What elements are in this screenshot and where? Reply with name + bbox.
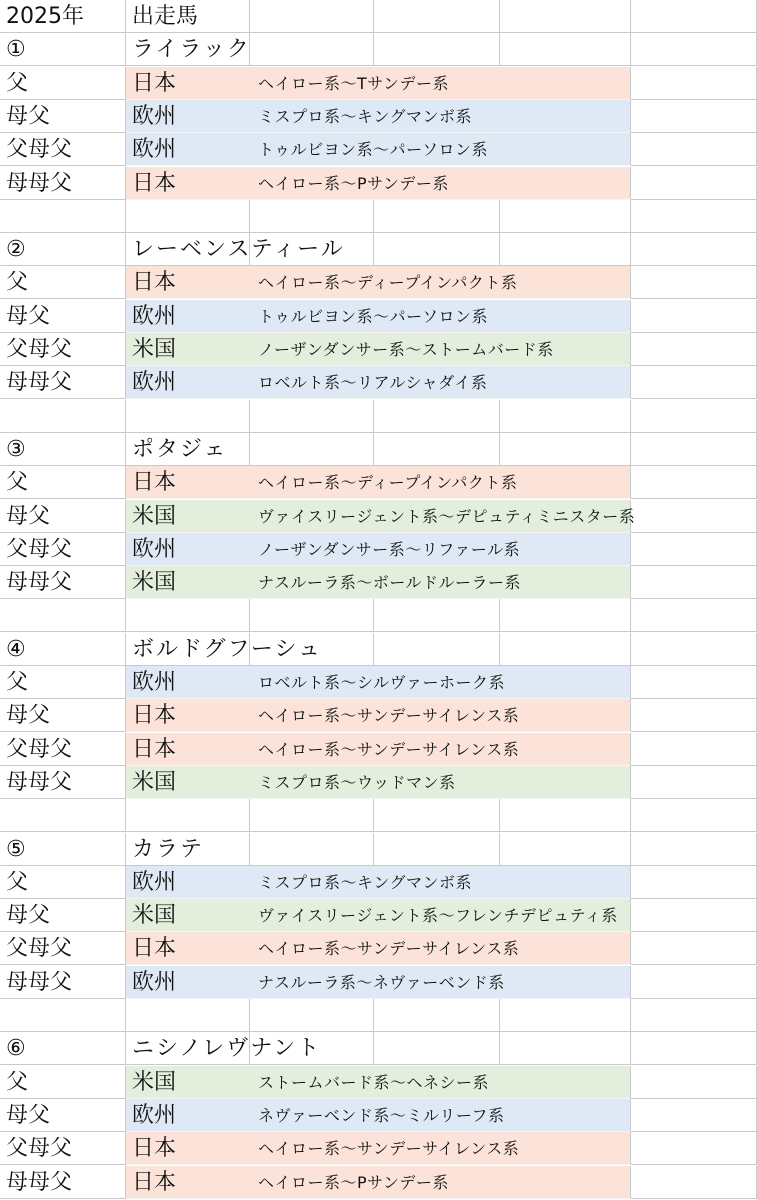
blank-row — [0, 400, 757, 433]
pedigree-row — [0, 1066, 757, 1099]
grid-cell[interactable] — [631, 233, 757, 266]
grid-cell[interactable] — [631, 899, 757, 932]
pedigree-row — [0, 100, 757, 133]
grid-cell[interactable] — [500, 266, 631, 299]
pedigree-row — [0, 333, 757, 366]
entry-number: ② — [6, 237, 26, 263]
pedigree-role: 母父 — [6, 103, 51, 129]
grid-cell[interactable] — [631, 0, 757, 33]
grid-cell[interactable] — [126, 999, 250, 1032]
region-label: 欧州 — [132, 103, 177, 129]
grid-cell[interactable] — [631, 666, 757, 699]
grid-cell[interactable] — [631, 599, 757, 632]
grid-cell[interactable] — [250, 0, 374, 33]
grid-cell[interactable] — [500, 633, 631, 666]
pedigree-role: 父母父 — [6, 936, 73, 962]
pedigree-role: 母父 — [6, 303, 51, 329]
bloodline-text: ノーザンダンサー系〜ストームバード系 — [258, 340, 554, 359]
pedigree-row — [0, 766, 757, 799]
grid-cell[interactable] — [374, 1032, 500, 1065]
grid-cell[interactable] — [126, 200, 250, 233]
bloodline-text: ネヴァーベンド系〜ミルリーフ系 — [258, 1105, 505, 1125]
bloodline-text: ヘイロー系〜ディープインパクト系 — [258, 473, 518, 493]
grid-cell[interactable] — [0, 400, 126, 433]
pedigree-row — [0, 1099, 757, 1132]
pedigree-role: 母父 — [6, 503, 51, 529]
grid-cell[interactable] — [126, 799, 250, 832]
region-label: 欧州 — [132, 1102, 177, 1128]
grid-cell[interactable] — [631, 1099, 757, 1132]
grid-cell[interactable] — [500, 932, 631, 965]
grid-cell[interactable] — [0, 599, 126, 632]
grid-cell[interactable] — [631, 466, 757, 499]
grid-cell[interactable] — [631, 932, 757, 965]
pedigree-role: 父 — [6, 470, 29, 496]
region-label: 欧州 — [132, 869, 177, 895]
bloodline-text: ヴァイスリージェント系〜デピュティミニスター系 — [258, 506, 636, 526]
horse-row — [0, 1032, 757, 1065]
grid-cell[interactable] — [374, 633, 500, 666]
grid-cell[interactable] — [500, 366, 631, 399]
bloodline-text: トゥルビヨン系〜パーソロン系 — [258, 306, 488, 326]
region-label: 欧州 — [132, 303, 177, 329]
horse-name: カラテ — [132, 836, 205, 862]
bloodline-text: ヘイロー系〜サンデーサイレンス系 — [258, 1139, 520, 1159]
bloodline-text: ミスプロ系〜ウッドマン系 — [258, 772, 456, 792]
grid-cell[interactable] — [631, 1066, 757, 1099]
region-label: 米国 — [132, 337, 177, 362]
region-label: 日本 — [132, 736, 177, 762]
bloodline-text: ヘイロー系〜サンデーサイレンス系 — [258, 706, 520, 726]
grid-cell[interactable] — [500, 1032, 631, 1065]
pedigree-row — [0, 167, 757, 200]
pedigree-role: 母母父 — [6, 969, 73, 995]
horse-name: レーベンスティール — [132, 237, 345, 263]
column-label: 出走馬 — [132, 4, 199, 29]
grid-cell[interactable] — [631, 1032, 757, 1065]
horse-row — [0, 633, 757, 666]
grid-cell[interactable] — [631, 100, 757, 133]
header-row — [0, 0, 757, 33]
grid-cell[interactable] — [126, 599, 250, 632]
grid-cell[interactable] — [631, 766, 757, 799]
grid-cell[interactable] — [631, 966, 757, 999]
grid-cell[interactable] — [500, 67, 631, 100]
pedigree-role: 父母父 — [6, 337, 73, 362]
grid-cell[interactable] — [500, 466, 631, 499]
grid-cell[interactable] — [631, 866, 757, 899]
pedigree-role: 父母父 — [6, 736, 73, 762]
grid-cell[interactable] — [500, 833, 631, 866]
grid-cell[interactable] — [500, 1132, 631, 1165]
grid-cell[interactable] — [500, 766, 631, 799]
grid-cell[interactable] — [631, 1132, 757, 1165]
horse-row — [0, 833, 757, 866]
grid-cell[interactable] — [374, 233, 500, 266]
grid-cell[interactable] — [374, 833, 500, 866]
grid-cell[interactable] — [374, 33, 500, 66]
bloodline-text: ストームバード系〜ヘネシー系 — [258, 1072, 490, 1092]
grid-cell[interactable] — [250, 33, 374, 66]
grid-cell[interactable] — [500, 1066, 631, 1099]
grid-cell[interactable] — [500, 33, 631, 66]
grid-cell[interactable] — [500, 733, 631, 766]
region-label: 日本 — [132, 1136, 177, 1162]
blank-row — [0, 599, 757, 632]
grid-cell[interactable] — [500, 666, 631, 699]
grid-cell[interactable] — [374, 599, 500, 632]
horse-name: ポタジェ — [132, 436, 228, 462]
pedigree-role: 母母父 — [6, 1169, 73, 1195]
grid-cell[interactable] — [500, 133, 631, 166]
grid-cell[interactable] — [631, 300, 757, 333]
bloodline-text: ヘイロー系〜サンデーサイレンス系 — [258, 939, 520, 959]
grid-cell[interactable] — [126, 400, 250, 433]
bloodline-text: トゥルビヨン系〜パーソロン系 — [258, 140, 488, 160]
grid-cell[interactable] — [631, 500, 757, 533]
region-label: 欧州 — [132, 670, 177, 695]
pedigree-role: 母父 — [6, 903, 51, 929]
grid-cell[interactable] — [500, 0, 631, 33]
bloodline-text: ヘイロー系〜ディープインパクト系 — [258, 273, 518, 293]
pedigree-row — [0, 699, 757, 732]
grid-cell[interactable] — [631, 400, 757, 433]
region-label: 欧州 — [132, 370, 177, 396]
pedigree-role: 父母父 — [6, 1136, 73, 1162]
grid-cell[interactable] — [0, 999, 126, 1032]
grid-cell[interactable] — [250, 200, 374, 233]
grid-cell[interactable] — [631, 333, 757, 366]
pedigree-row — [0, 266, 757, 299]
grid-cell[interactable] — [500, 100, 631, 133]
blank-row — [0, 200, 757, 233]
grid-cell[interactable] — [631, 833, 757, 866]
pedigree-role: 父 — [6, 869, 29, 895]
pedigree-row — [0, 67, 757, 100]
pedigree-role: 母母父 — [6, 370, 73, 396]
grid-cell[interactable] — [631, 67, 757, 100]
bloodline-text: ヘイロー系〜サンデーサイレンス系 — [258, 739, 520, 759]
grid-cell[interactable] — [500, 699, 631, 732]
pedigree-role: 母母父 — [6, 170, 73, 196]
pedigree-row — [0, 366, 757, 399]
grid-cell[interactable] — [250, 999, 374, 1032]
region-label: 米国 — [132, 570, 177, 596]
grid-cell[interactable] — [631, 266, 757, 299]
grid-cell[interactable] — [631, 633, 757, 666]
pedigree-role: 父母父 — [6, 137, 73, 163]
grid-cell[interactable] — [374, 400, 500, 433]
grid-cell[interactable] — [631, 433, 757, 466]
grid-cell[interactable] — [631, 167, 757, 200]
bloodline-text: ミスプロ系〜キングマンボ系 — [258, 106, 473, 126]
grid-cell[interactable] — [631, 699, 757, 732]
pedigree-row — [0, 966, 757, 999]
entry-number: ⑥ — [6, 1036, 26, 1062]
grid-cell[interactable] — [250, 799, 374, 832]
region-label: 米国 — [132, 903, 177, 929]
region-label: 日本 — [132, 936, 177, 962]
grid-cell[interactable] — [631, 533, 757, 566]
grid-cell[interactable] — [250, 400, 374, 433]
grid-cell[interactable] — [500, 1166, 631, 1199]
grid-cell[interactable] — [374, 0, 500, 33]
horse-name: ライラック — [132, 37, 251, 63]
pedigree-row — [0, 533, 757, 566]
grid-cell[interactable] — [500, 866, 631, 899]
grid-cell[interactable] — [631, 566, 757, 599]
bloodline-text: ミスプロ系〜キングマンボ系 — [258, 872, 473, 892]
pedigree-row — [0, 932, 757, 965]
grid-cell[interactable] — [250, 599, 374, 632]
pedigree-role: 母父 — [6, 703, 51, 729]
grid-cell[interactable] — [631, 799, 757, 832]
grid-cell[interactable] — [0, 799, 126, 832]
grid-cell[interactable] — [631, 200, 757, 233]
bloodline-text: ナスルーラ系〜ボールドルーラー系 — [258, 573, 522, 593]
grid-cell[interactable] — [631, 999, 757, 1032]
pedigree-row — [0, 300, 757, 333]
region-label: 日本 — [132, 270, 177, 296]
horse-row — [0, 233, 757, 266]
grid-cell[interactable] — [500, 1099, 631, 1132]
entry-number: ① — [6, 37, 26, 63]
pedigree-row — [0, 866, 757, 899]
region-label: 欧州 — [132, 969, 177, 995]
pedigree-row — [0, 133, 757, 166]
blank-row — [0, 799, 757, 832]
horse-name: ニシノレヴナント — [132, 1036, 322, 1062]
grid-cell[interactable] — [631, 733, 757, 766]
region-label: 欧州 — [132, 536, 177, 562]
blank-row — [0, 999, 757, 1032]
grid-cell[interactable] — [374, 799, 500, 832]
grid-cell[interactable] — [500, 200, 631, 233]
pedigree-role: 父母父 — [6, 536, 73, 562]
region-label: 米国 — [132, 1069, 177, 1095]
pedigree-row — [0, 1132, 757, 1165]
grid-cell[interactable] — [500, 599, 631, 632]
pedigree-row — [0, 733, 757, 766]
grid-cell[interactable] — [500, 300, 631, 333]
grid-cell[interactable] — [0, 200, 126, 233]
pedigree-role: 父 — [6, 70, 29, 96]
entry-number: ③ — [6, 436, 26, 462]
entry-number: ④ — [6, 636, 26, 662]
region-label: 米国 — [132, 503, 177, 529]
pedigree-role: 父 — [6, 1069, 29, 1095]
pedigree-role: 母母父 — [6, 570, 73, 596]
region-label: 日本 — [132, 1169, 177, 1195]
grid-cell[interactable] — [500, 233, 631, 266]
bloodline-text: ヘイロー系〜Pサンデー系 — [258, 1172, 449, 1192]
grid-cell[interactable] — [631, 33, 757, 66]
horse-name: ボルドグフーシュ — [132, 636, 323, 662]
bloodline-text: ヘイロー系〜Pサンデー系 — [258, 173, 449, 193]
bloodline-text: ロベルト系〜リアルシャダイ系 — [258, 373, 488, 393]
bloodline-text: ヴァイスリージェント系〜フレンチデピュティ系 — [258, 906, 618, 926]
bloodline-text: ヘイロー系〜Tサンデー系 — [258, 73, 449, 93]
pedigree-role: 母父 — [6, 1102, 51, 1128]
bloodline-text: ロベルト系〜シルヴァーホーク系 — [258, 673, 505, 692]
grid-cell[interactable] — [500, 966, 631, 999]
grid-cell[interactable] — [500, 167, 631, 200]
year-label: 2025年 — [6, 4, 84, 29]
grid-cell[interactable] — [500, 799, 631, 832]
pedigree-row — [0, 899, 757, 932]
region-label: 日本 — [132, 703, 177, 729]
grid-cell[interactable] — [500, 433, 631, 466]
region-label: 日本 — [132, 170, 177, 196]
grid-cell[interactable] — [500, 999, 631, 1032]
pedigree-row — [0, 566, 757, 599]
grid-cell[interactable] — [250, 833, 374, 866]
entry-number: ⑤ — [6, 836, 26, 862]
grid-cell[interactable] — [631, 1166, 757, 1199]
grid-cell[interactable] — [374, 200, 500, 233]
grid-cell[interactable] — [374, 433, 500, 466]
bloodline-text: ナスルーラ系〜ネヴァーベンド系 — [258, 972, 505, 992]
pedigree-row — [0, 1166, 757, 1199]
horse-row — [0, 433, 757, 466]
pedigree-role: 母母父 — [6, 769, 73, 795]
region-label: 日本 — [132, 70, 177, 96]
grid-cell[interactable] — [631, 133, 757, 166]
pedigree-role: 父 — [6, 670, 29, 695]
region-label: 欧州 — [132, 137, 177, 163]
grid-cell[interactable] — [631, 366, 757, 399]
horse-row — [0, 33, 757, 66]
pedigree-row — [0, 666, 757, 699]
region-label: 日本 — [132, 470, 177, 496]
grid-cell[interactable] — [500, 400, 631, 433]
pedigree-row — [0, 466, 757, 499]
pedigree-role: 父 — [6, 270, 29, 296]
grid-cell[interactable] — [250, 433, 374, 466]
grid-cell[interactable] — [374, 999, 500, 1032]
bloodline-text: ノーザンダンサー系〜リファール系 — [258, 539, 521, 559]
region-label: 米国 — [132, 769, 177, 795]
pedigree-row — [0, 500, 757, 533]
